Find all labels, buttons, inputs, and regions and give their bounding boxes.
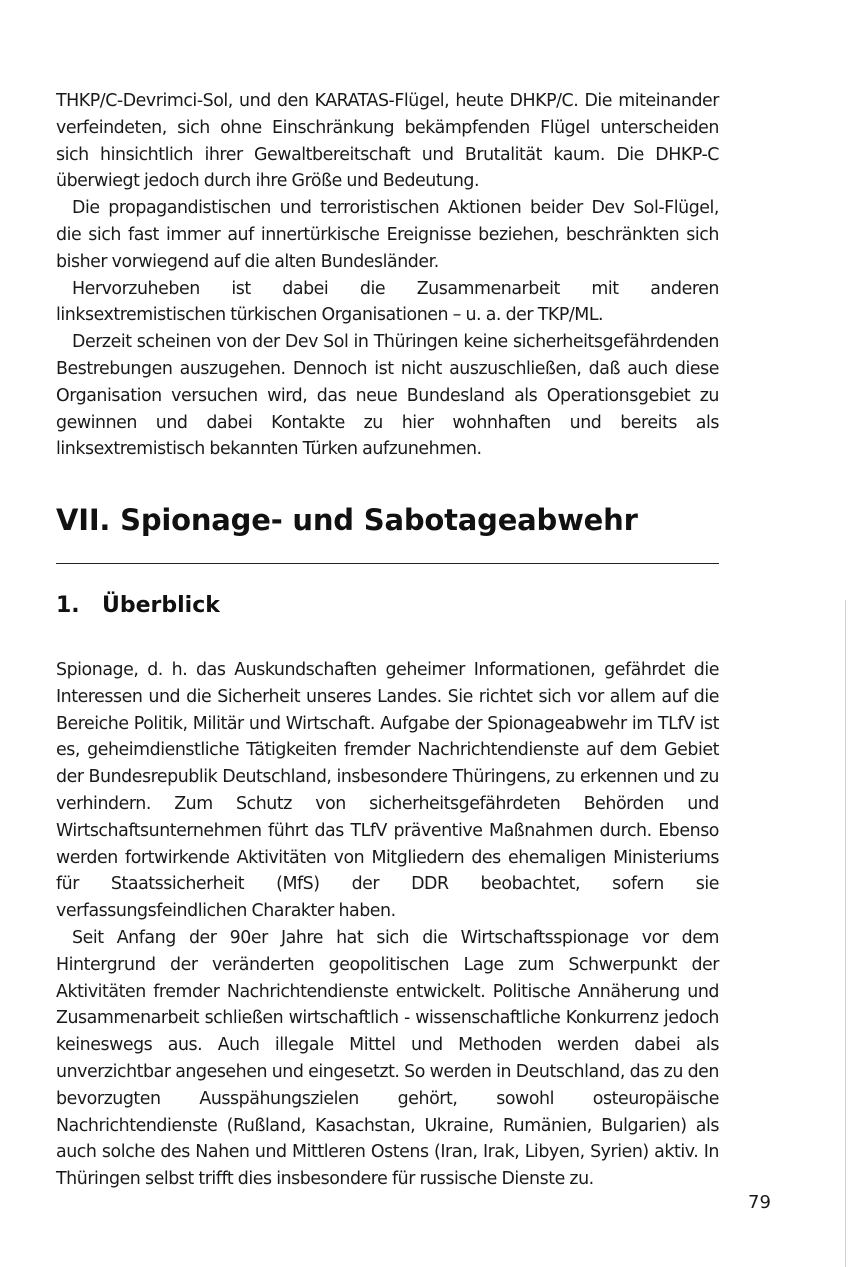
intro-text-block (56, 88, 719, 463)
section-number: 1. (56, 593, 80, 618)
chapter-title: VII. Spionage- und Sabotageabwehr (56, 503, 638, 537)
intro-paragraph-2: Die propagandistischen und terroristischen Aktionen beider Dev Sol-Flügel, die sich fast immer auf innertürkische Ereignisse beziehen, beschränkten sich bisher vorwiegend auf die alten Bundesländer. (56, 198, 719, 272)
intro-paragraph-1: THKP/C-Devrimci-Sol, und den KARATAS-Flügel, heute DHKP/C. Die miteinander verfeindeten, sich ohne Einschränkung bekämpfenden Flügel unterscheiden sich hinsichtlich ihrer Gewaltbereitschaft und Brutalität kaum. Die DHKP-C überwiegt jedoch durch ihre Größe und Bedeutung. (56, 91, 719, 192)
intro-paragraph-3: Hervorzuheben ist dabei die Zusammenarbeit mit anderen linksextremistischen türkischen Organisationen – u. a. der TKP/ML. (56, 278, 719, 326)
overview-text-block (56, 657, 719, 1193)
overview-paragraph-2: Seit Anfang der 90er Jahre hat sich die Wirtschaftsspionage vor dem Hintergrund der veränderten geopolitischen Lage zum Schwerpunkt der Aktivitäten fremder Nachrichtendienste entwickelt. Politische Annäherung und Zusammenarbeit schließen wirtschaftlich - wissenschaftliche Konkurrenz jedoch keineswegs aus. Auch illegale Mittel und Methoden werden dabei als unverzichtbar angesehen und eingesetzt. So werden in Deutschland, das zu den bevorzugten Ausspähungszielen gehört, sowohl osteuropäische Nachrichtendienste (Rußland, Kasachstan, Ukraine, Rumänien, Bulgarien) als auch solche des Nahen und Mittleren Ostens (Iran, Irak, Libyen, Syrien) aktiv. In Thüringen selbst trifft dies insbesondere für russische Dienste zu. (56, 927, 719, 1190)
section-heading (56, 593, 220, 618)
chapter-divider (56, 563, 719, 564)
section-title: Überblick (102, 593, 220, 618)
page-edge-line (845, 600, 846, 1267)
overview-paragraph-1: Spionage, d. h. das Auskundschaften geheimer Informationen, gefährdet die Interessen und die Sicherheit unseres Landes. Sie richtet sich vor allem auf die Bereiche Politik, Militär und Wirtschaft. Aufgabe der Spionageabwehr im TLfV ist es, geheimdienstliche Tätigkeiten fremder Nachrichtendienste auf dem Gebiet der Bundesrepublik Deutschland, insbesondere Thüringens, zu erkennen und zu verhindern. Zum Schutz von sicherheitsgefährdeten Behörden und Wirtschaftsunternehmen führt das TLfV präventive Maßnahmen durch. Ebenso werden fortwirkende Aktivitäten von Mitgliedern des ehemaligen Ministeriums für Staatssicherheit (MfS) der DDR beobachtet, sofern sie verfassungsfeindlichen Charakter haben. (56, 660, 719, 922)
intro-paragraph-4: Derzeit scheinen von der Dev Sol in Thüringen keine sicherheitsgefährdenden Bestrebungen auszugehen. Dennoch ist nicht auszuschließen, daß auch diese Organisation versuchen wird, das neue Bundesland als Operationsgebiet zu gewinnen und dabei Kontakte zu hier wohnhaften und bereits als linksextremistisch bekannten Türken aufzunehmen. (56, 332, 719, 460)
page-number: 79 (748, 1192, 771, 1213)
